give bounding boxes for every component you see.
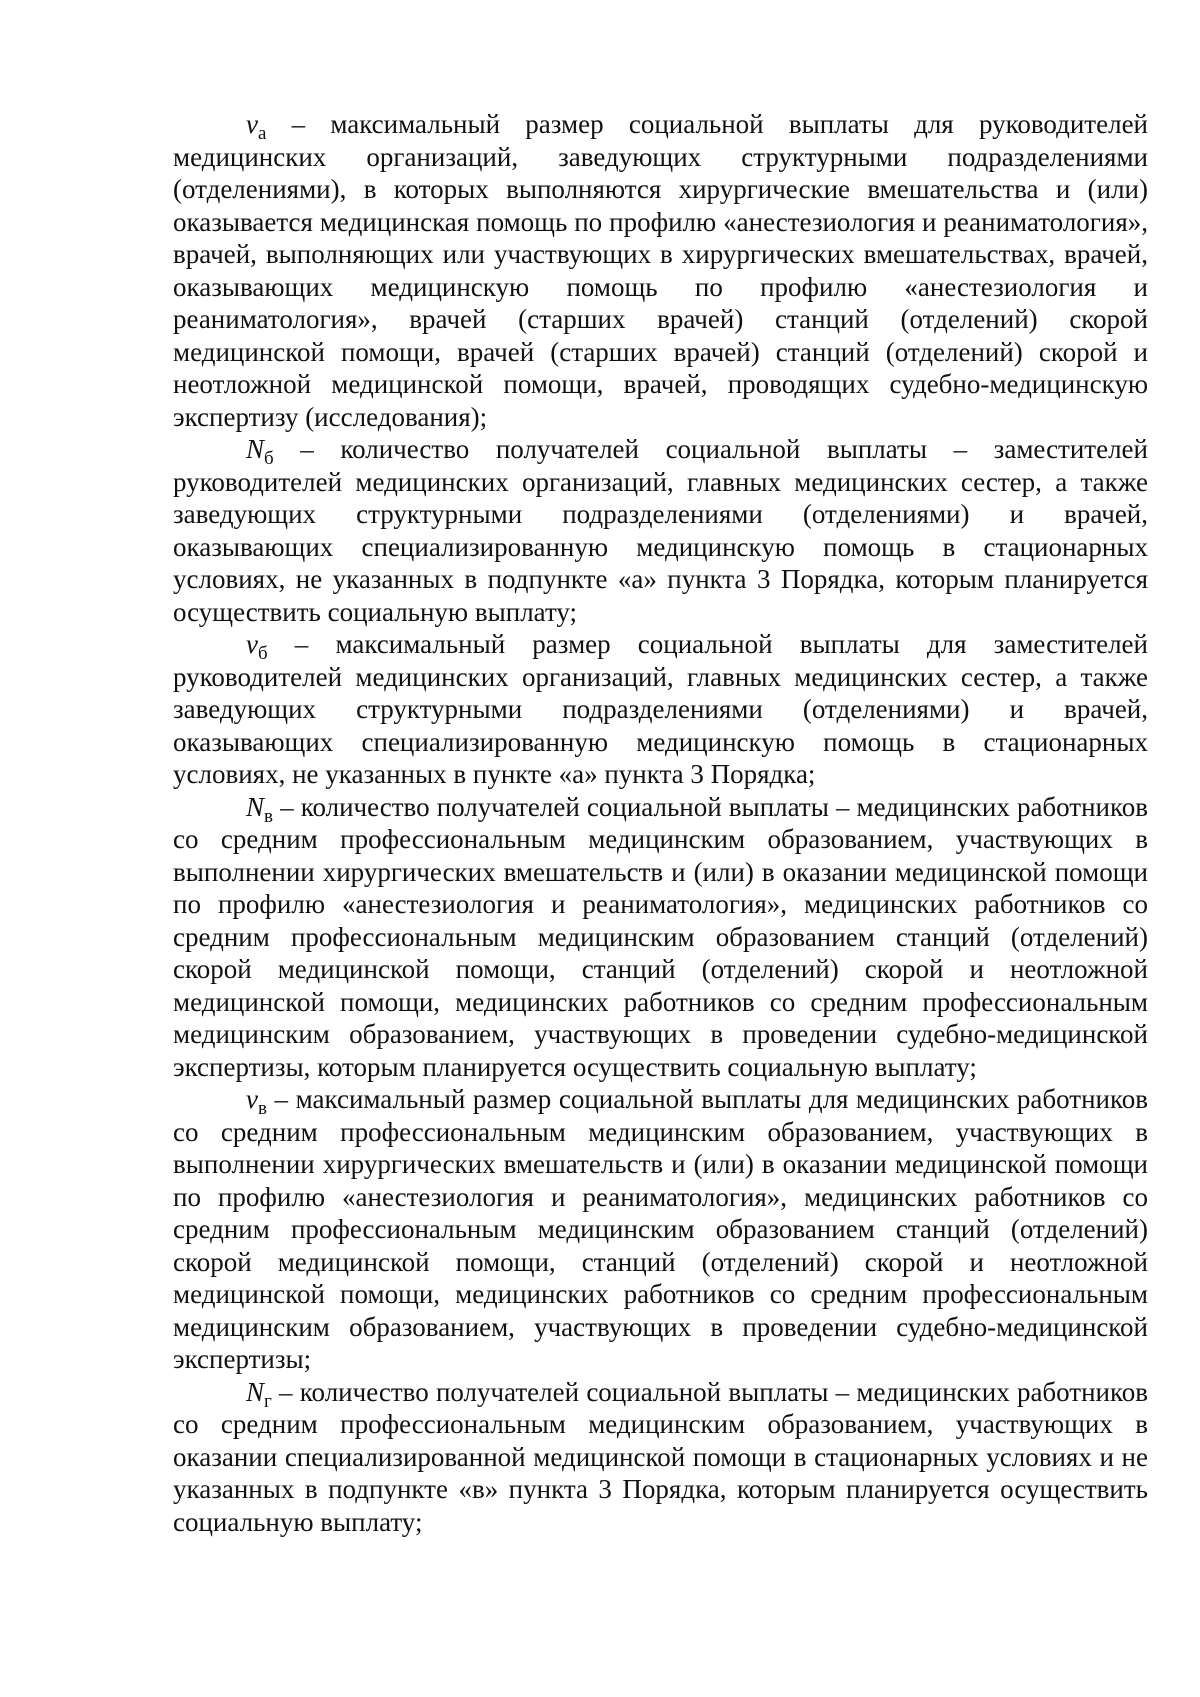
formula-symbol: $v_а$ [246,109,267,144]
definition-paragraph [173,433,1148,628]
formula-subscript: а [257,123,267,144]
definition-text: – максимальный размер социальной выплаты для медицинских работников со средним профессиональным медицинским образованием, участвующих в выполнении хирургических вмешательств и (или) в оказании медицинской помощи по профилю «анестезиология и реаниматология», медицинских работников со средним профессиональным медицинским образованием станций (отделений) скорой медицинской помощи, станций (отделений) скорой и неотложной медицинской помощи, медицинских работников со средним профессиональным медицинским образованием, участвующих в проведении судебно-медицинской экспертизы; [173,1084,1148,1374]
definition-text: – количество получателей социальной выплаты – медицинских работников со средним профессиональным медицинским образованием, участвующих в выполнении хирургических вмешательств и (или) в оказании медицинской помощи по профилю «анестезиология и реаниматология», медицинских работников со средним профессиональным медицинским образованием станций (отделений) скорой медицинской помощи, станций (отделений) скорой и неотложной медицинской помощи, медицинских работников со средним профессиональным медицинским образованием, участвующих в проведении судебно-медицинской экспертизы, которым планируется осуществить социальную выплату; [173,791,1148,1082]
definition-paragraph [173,791,1148,1084]
document-page [173,108,1148,1538]
definition-text: – максимальный размер социальной выплаты для руководителей медицинских организаций, заведующих структурными подразделениями (отделениями), в которых выполняются хирургические вмешательства и (или) оказывается медицинская помощь по профилю «анестезиология и реаниматология», врачей, выполняющих или участвующих в хирургических вмешательствах, врачей, оказывающих медицинскую помощь по профилю «анестезиология и реаниматология», врачей (старших врачей) станций (отделений) скорой медицинской помощи, врачей (старших врачей) станций (отделений) скорой и неотложной медицинской помощи, врачей, проводящих судебно-медицинскую экспертизу (исследования); [173,109,1148,432]
formula-symbol: $N_г$ [246,1376,272,1412]
definition-paragraph [173,108,1148,433]
definition-paragraph [173,1376,1148,1539]
definition-paragraph [173,628,1148,791]
formula-subscript: в [264,805,273,827]
formula-symbol: $v_б$ [246,629,268,664]
formula-subscript: б [264,448,274,469]
definition-text: – максимальный размер социальной выплаты для заместителей руководителей медицинских организаций, главных медицинских сестер, а также заведующих структурными подразделениями (отделениями) и врачей, оказывающих специализированную медицинскую помощь в стационарных условиях, не указанных в пункте «а» пункта 3 Порядка; [173,629,1148,789]
definition-paragraph [173,1083,1148,1376]
formula-symbol: $N_в$ [246,791,273,827]
definition-text: – количество получателей социальной выплаты – медицинских работников со средним профессиональным медицинским образованием, участвующих в оказании специализированной медицинской помощи в стационарных условиях и не указанных в подпункте «в» пункта 3 Порядка, которым планируется осуществить социальную выплату; [173,1376,1148,1537]
formula-subscript: г [264,1390,272,1412]
definition-text: – количество получателей социальной выплаты – заместителей руководителей медицинских организаций, главных медицинских сестер, а также заведующих структурными подразделениями (отделениями) и врачей, оказывающих специализированную медицинскую помощь в стационарных условиях, не указанных в подпункте «а» пункта 3 Порядка, которым планируется осуществить социальную выплату; [173,434,1148,627]
formula-subscript: б [257,643,268,664]
formula-symbol: $v_в$ [246,1084,267,1119]
formula-subscript: в [257,1098,267,1119]
formula-symbol: $N_б$ [246,434,274,469]
